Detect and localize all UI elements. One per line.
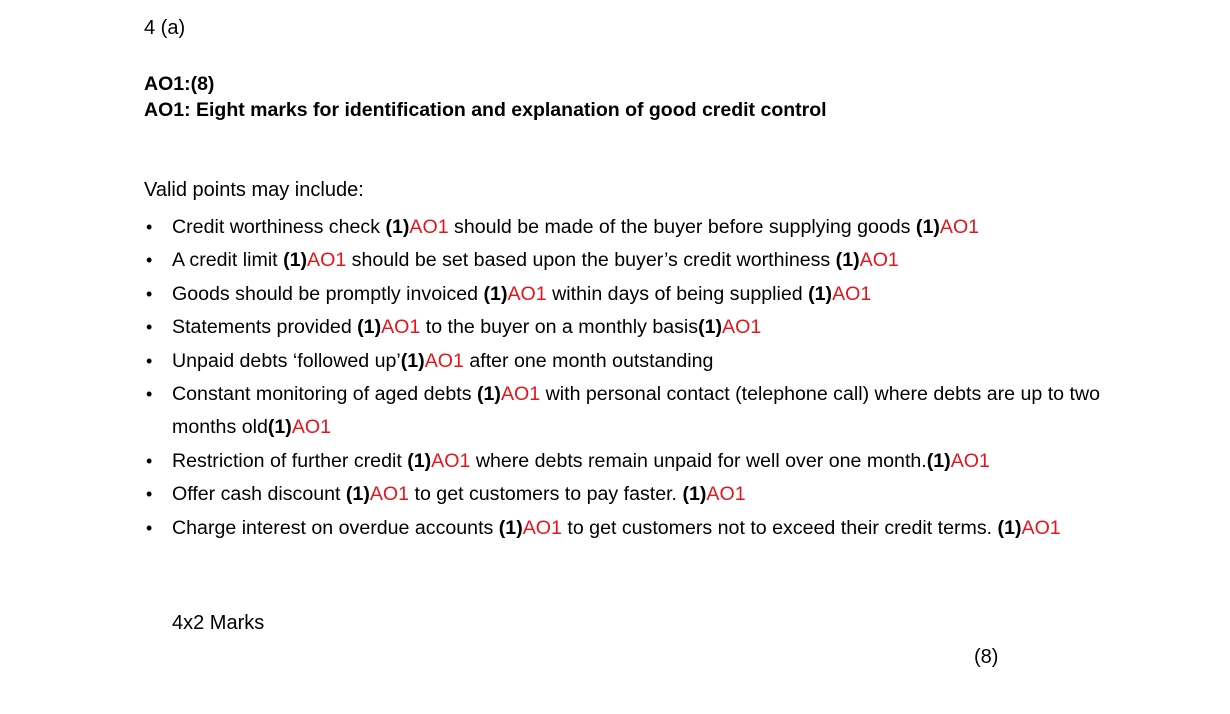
valid-points-list <box>144 211 1104 545</box>
ao-tag: AO1 <box>424 349 464 372</box>
point-text: Statements provided <box>172 316 358 339</box>
ao-tag: AO1 <box>950 449 990 472</box>
mark-value: (1) <box>283 249 308 272</box>
point-text: Credit worthiness check <box>172 216 386 238</box>
mark-value: (1) <box>915 216 940 238</box>
mark-value: (1) <box>682 483 707 506</box>
mark-value: (1) <box>808 282 833 305</box>
marks-note: 4x2 Marks <box>172 612 265 634</box>
point-text: within days of being supplied <box>546 282 809 305</box>
ao-tag: AO1 <box>859 249 899 272</box>
mark-value: (1) <box>498 516 523 539</box>
bullet-icon: • <box>146 384 153 405</box>
ao-tag: AO1 <box>832 282 872 305</box>
ao-tag: AO1 <box>939 216 980 238</box>
ao-tag: AO1 <box>409 216 449 238</box>
list-item <box>144 278 1104 311</box>
point-text: after one month outstanding <box>463 349 714 372</box>
mark-value: (1) <box>835 249 860 272</box>
ao-tag: AO1 <box>369 483 410 506</box>
bullet-icon: • <box>146 250 153 271</box>
point-text: Charge interest on overdue accounts <box>172 516 499 539</box>
bullet-icon: • <box>146 484 153 505</box>
intro-text: Valid points may include: <box>144 179 364 201</box>
list-item <box>144 378 1104 445</box>
point-text: should be set based upon the buyer’s credit worthiness <box>346 249 836 272</box>
point-text: Offer cash discount <box>172 483 346 506</box>
list-item <box>144 311 1104 344</box>
mark-value: (1) <box>997 516 1022 539</box>
ao-total-heading: AO1:(8) <box>144 73 215 95</box>
ao-tag: AO1 <box>291 416 332 439</box>
total-marks: (8) <box>974 646 999 668</box>
point-text: Restriction of further credit <box>172 449 408 472</box>
point-text: should be made of the buyer before supplying goods <box>448 216 916 238</box>
ao-tag: AO1 <box>1021 516 1061 539</box>
point-text: with personal contact (telephone call) where debts are up to two months old <box>172 383 1101 439</box>
mark-value: (1) <box>400 349 425 372</box>
point-text: Unpaid debts ‘followed up’ <box>172 349 401 372</box>
point-text: to the buyer on a monthly basis <box>420 316 699 339</box>
list-item <box>144 345 1104 378</box>
ao-tag: AO1 <box>431 449 471 472</box>
list-item <box>144 512 1104 545</box>
ao-tag: AO1 <box>307 249 347 272</box>
bullet-icon: • <box>146 517 153 538</box>
point-text: to get customers not to exceed their credit terms. <box>561 516 998 539</box>
question-number: 4 (a) <box>144 17 186 39</box>
ao-tag: AO1 <box>507 282 547 305</box>
point-text: A credit limit <box>172 249 284 272</box>
mark-value: (1) <box>698 316 723 339</box>
point-text: to get customers to pay faster. <box>409 483 683 506</box>
list-item <box>144 478 1104 511</box>
ao-description-heading: AO1: Eight marks for identification and explanation of good credit control <box>144 99 827 121</box>
mark-value: (1) <box>345 483 370 506</box>
mark-value: (1) <box>926 449 951 472</box>
list-item <box>144 445 1104 478</box>
mark-value: (1) <box>357 316 382 339</box>
bullet-icon: • <box>146 350 153 371</box>
mark-value: (1) <box>407 449 432 472</box>
point-text: Goods should be promptly invoiced <box>172 282 484 305</box>
point-text: where debts remain unpaid for well over one month. <box>470 449 927 472</box>
ao-tag: AO1 <box>722 316 762 339</box>
mark-value: (1) <box>477 383 501 406</box>
mark-value: (1) <box>267 416 292 439</box>
mark-value: (1) <box>385 216 410 238</box>
list-item <box>144 211 1104 244</box>
ao-tag: AO1 <box>706 483 746 506</box>
bullet-icon: • <box>146 217 153 237</box>
bullet-icon: • <box>146 450 153 471</box>
ao-tag: AO1 <box>381 316 421 339</box>
point-text: Constant monitoring of aged debts <box>172 383 477 406</box>
ao-tag: AO1 <box>500 383 541 406</box>
ao-tag: AO1 <box>522 516 562 539</box>
list-item <box>144 244 1104 277</box>
mark-value: (1) <box>483 282 508 305</box>
bullet-icon: • <box>146 317 153 338</box>
bullet-icon: • <box>146 283 153 304</box>
